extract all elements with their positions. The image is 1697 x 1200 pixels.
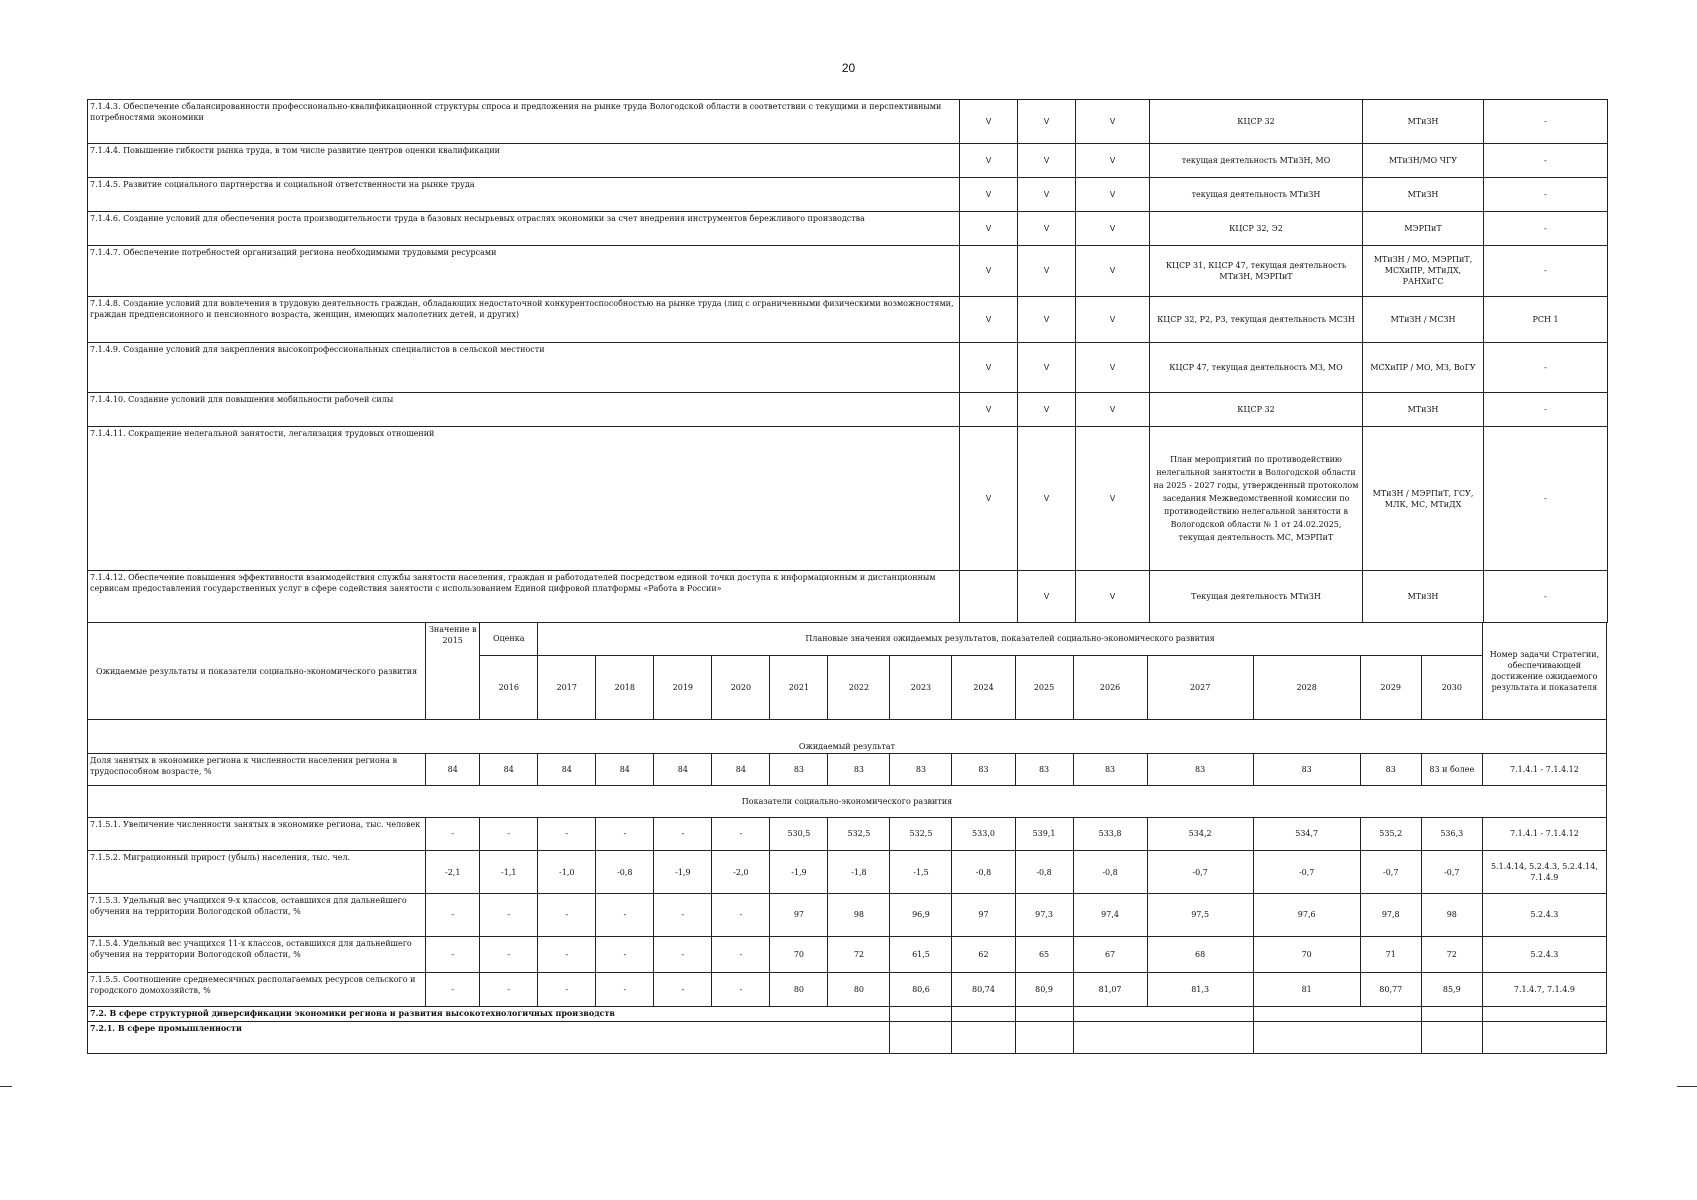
activity-row — [88, 427, 1608, 571]
funding-source: КЦСР 47, текущая деятельность МЗ, МО — [1150, 343, 1363, 393]
indicator-name: 7.1.5.5. Соотношение среднемесячных располагаемых ресурсов сельского и городского домохозяйств, % — [88, 973, 426, 1006]
indicator-name: 7.1.5.3. Удельный вес учащихся 9-х классов, оставшихся для дальнейшего обучения на территории Вологодской области, % — [88, 893, 426, 936]
year-header: 2020 — [712, 655, 770, 719]
indicator-value: 533,0 — [952, 817, 1015, 850]
indicator-value: 532,5 — [828, 817, 890, 850]
stage-3-mark: V — [1076, 246, 1150, 297]
indicator-value: -1,8 — [828, 851, 890, 894]
task-note: - — [1484, 178, 1608, 212]
indicator-value: 98 — [1421, 893, 1482, 936]
year-header: 2022 — [828, 655, 890, 719]
margin-mark-left — [0, 1086, 12, 1087]
indicator-value: - — [426, 817, 480, 850]
indicator-task: 7.1.4.7, 7.1.4.9 — [1482, 973, 1606, 1006]
document-table-area — [87, 99, 1607, 1054]
indicator-value: - — [654, 936, 712, 973]
base-value-header: Значение в 2015 — [426, 623, 480, 720]
year-header: 2025 — [1015, 655, 1073, 719]
indicator-value: 72 — [828, 936, 890, 973]
empty-cell — [890, 1006, 952, 1021]
stage-1-mark: V — [960, 100, 1018, 144]
task-note: - — [1484, 427, 1608, 571]
year-header: 2028 — [1253, 655, 1360, 719]
indicator-value: 84 — [538, 754, 596, 785]
indicator-value: 97 — [770, 893, 828, 936]
year-header: 2019 — [654, 655, 712, 719]
indicator-value: 61,5 — [890, 936, 952, 973]
activity-row — [88, 100, 1608, 144]
activity-name: 7.1.4.8. Создание условий для вовлечения в трудовую деятельность граждан, обладающих недостаточной конкурентоспособностью на рынке труда (лиц с ограниченными физическими возможностями, граждан предпенсионного и пенсионного возраста, женщин, имеющих малолетних детей, и других) — [88, 296, 960, 343]
indicator-value: -1,0 — [538, 851, 596, 894]
stage-2-mark: V — [1018, 393, 1076, 427]
indicator-value: 67 — [1073, 936, 1147, 973]
executor: МСХиПР / МО, МЗ, ВоГУ — [1363, 343, 1484, 393]
indicator-value: 70 — [770, 936, 828, 973]
stage-1-mark: V — [960, 343, 1018, 393]
funding-source: КЦСР 31, КЦСР 47, текущая деятельность МТиЗН, МЭРПиТ — [1150, 246, 1363, 297]
indicator-value: - — [596, 893, 654, 936]
indicator-value: 534,7 — [1253, 817, 1360, 850]
indicator-value: 81,3 — [1147, 973, 1253, 1006]
indicator-task: 5.2.4.3 — [1482, 936, 1606, 973]
indicator-value: -0,8 — [1073, 851, 1147, 894]
indicator-value: 70 — [1253, 936, 1360, 973]
activity-name: 7.1.4.7. Обеспечение потребностей организаций региона необходимыми трудовыми ресурсами — [88, 246, 960, 297]
stage-1-mark: V — [960, 393, 1018, 427]
indicator-value: - — [538, 973, 596, 1006]
indicator-value: 80,9 — [1015, 973, 1073, 1006]
indicator-value: 97,8 — [1360, 893, 1421, 936]
indicator-value: -0,7 — [1147, 851, 1253, 894]
stage-2-mark: V — [1018, 100, 1076, 144]
activity-name: 7.1.4.6. Создание условий для обеспечения роста производительности труда в базовых несырьевых отраслях экономики за счет внедрения инструментов бережливого производства — [88, 212, 960, 246]
sphere-label: 7.2. В сфере структурной диверсификации экономики региона и развития высокотехнологичных производств — [88, 1006, 890, 1021]
indicator-value: 97,3 — [1015, 893, 1073, 936]
year-header: 2018 — [596, 655, 654, 719]
indicator-value: 84 — [596, 754, 654, 785]
indicator-value: 83 — [828, 754, 890, 785]
indicator-value: 97,5 — [1147, 893, 1253, 936]
activity-name: 7.1.4.3. Обеспечение сбалансированности профессионально-квалификационной структуры спроса и предложения на рынке труда Вологодской области в соответствии с текущими и перспективными потребностями экономики — [88, 100, 960, 144]
indicator-value: - — [538, 893, 596, 936]
page-number: 20 — [841, 61, 856, 75]
task-note: - — [1484, 393, 1608, 427]
indicator-value: - — [596, 936, 654, 973]
funding-source: План мероприятий по противодействию нелегальной занятости в Вологодской области на 2025 - 2027 годы, утвержденный протоколом заседания Межведомственной комиссии по противодействию нелегальной занятости в Вологодской области № 1 от 24.02.2025, текущая деятельность МС, МЭРПиТ — [1150, 427, 1363, 571]
stage-3-mark: V — [1076, 343, 1150, 393]
year-header: 2016 — [480, 655, 538, 719]
indicator-value: - — [596, 817, 654, 850]
indicator-value: - — [712, 936, 770, 973]
indicator-value: 96,9 — [890, 893, 952, 936]
indicator-value: -1,1 — [480, 851, 538, 894]
activity-row — [88, 144, 1608, 178]
indicator-value: -1,5 — [890, 851, 952, 894]
activity-name: 7.1.4.4. Повышение гибкости рынка труда, в том числе развитие центров оценки квалификации — [88, 144, 960, 178]
year-header: 2030 — [1421, 655, 1482, 719]
empty-cell — [952, 1021, 1015, 1053]
stage-3-mark: V — [1076, 571, 1150, 623]
indicator-value: - — [426, 936, 480, 973]
task-note: - — [1484, 212, 1608, 246]
indicator-value: 85,9 — [1421, 973, 1482, 1006]
section-title: Ожидаемый результат — [88, 720, 1607, 754]
margin-mark-right — [1677, 1086, 1697, 1087]
indicator-value: -1,9 — [770, 851, 828, 894]
executor: МТиЗН / МЭРПиТ, ГСУ, МЛК, МС, МТиДХ — [1363, 427, 1484, 571]
empty-cell — [1482, 1006, 1606, 1021]
results-table — [87, 623, 1607, 1054]
stage-3-mark: V — [1076, 144, 1150, 178]
funding-source: Текущая деятельность МТиЗН — [1150, 571, 1363, 623]
stage-1-mark: V — [960, 427, 1018, 571]
activity-row — [88, 343, 1608, 393]
activities-table — [87, 99, 1608, 623]
executor: МТиЗН — [1363, 100, 1484, 144]
indicator-value: 83 и более — [1421, 754, 1482, 785]
task-note: РСН 1 — [1484, 296, 1608, 343]
year-header: 2029 — [1360, 655, 1421, 719]
activity-row — [88, 393, 1608, 427]
indicator-value: - — [480, 817, 538, 850]
activity-row — [88, 296, 1608, 343]
indicator-row — [88, 754, 1607, 785]
task-note: - — [1484, 246, 1608, 297]
section-row-expected — [88, 720, 1607, 754]
stage-3-mark: V — [1076, 178, 1150, 212]
funding-source: КЦСР 32 — [1150, 100, 1363, 144]
indicator-value: 532,5 — [890, 817, 952, 850]
estimate-header: Оценка — [480, 623, 538, 655]
indicator-row — [88, 893, 1607, 936]
stage-3-mark: V — [1076, 212, 1150, 246]
activity-row — [88, 571, 1608, 623]
stage-2-mark: V — [1018, 571, 1076, 623]
indicator-value: -1,9 — [654, 851, 712, 894]
year-header: 2024 — [952, 655, 1015, 719]
indicator-value: 83 — [890, 754, 952, 785]
indicator-value: - — [538, 936, 596, 973]
empty-cell — [1015, 1006, 1073, 1021]
indicator-task: 5.2.4.3 — [1482, 893, 1606, 936]
executor: МТиЗН — [1363, 571, 1484, 623]
indicator-value: 80 — [770, 973, 828, 1006]
indicator-value: 80,77 — [1360, 973, 1421, 1006]
executor: МТиЗН / МО, МЭРПиТ, МСХиПР, МТиДХ, РАНХиГС — [1363, 246, 1484, 297]
funding-source: текущая деятельность МТиЗН, МО — [1150, 144, 1363, 178]
indicator-value: 97,6 — [1253, 893, 1360, 936]
stage-2-mark: V — [1018, 212, 1076, 246]
indicator-value: 83 — [1360, 754, 1421, 785]
indicator-value: 97,4 — [1073, 893, 1147, 936]
indicator-value: 84 — [712, 754, 770, 785]
executor: МТиЗН — [1363, 178, 1484, 212]
stage-2-mark: V — [1018, 343, 1076, 393]
indicator-name: 7.1.5.2. Миграционный прирост (убыль) населения, тыс. чел. — [88, 851, 426, 894]
indicator-value: 81,07 — [1073, 973, 1147, 1006]
results-row-label-header: Ожидаемые результаты и показатели социально-экономического развития — [88, 623, 426, 720]
stage-1-mark: V — [960, 296, 1018, 343]
indicator-value: -0,7 — [1421, 851, 1482, 894]
indicator-row — [88, 851, 1607, 894]
section-title: Показатели социально-экономического развития — [88, 785, 1607, 817]
indicator-value: -0,7 — [1360, 851, 1421, 894]
year-header: 2017 — [538, 655, 596, 719]
indicator-name: 7.1.5.1. Увеличение численности занятых в экономике региона, тыс. человек — [88, 817, 426, 850]
empty-cell — [1482, 1021, 1606, 1053]
empty-cell — [1073, 1021, 1253, 1053]
empty-cell — [1253, 1006, 1421, 1021]
funding-source: текущая деятельность МТиЗН — [1150, 178, 1363, 212]
indicator-value: 83 — [952, 754, 1015, 785]
executor: МТиЗН/МО ЧГУ — [1363, 144, 1484, 178]
indicator-value: 80 — [828, 973, 890, 1006]
funding-source: КЦСР 32, Э2 — [1150, 212, 1363, 246]
empty-cell — [1015, 1021, 1073, 1053]
indicator-value: 533,8 — [1073, 817, 1147, 850]
stage-1-mark: V — [960, 144, 1018, 178]
indicator-value: -0,8 — [952, 851, 1015, 894]
indicator-value: -0,8 — [596, 851, 654, 894]
sphere-row — [88, 1021, 1607, 1053]
empty-cell — [1073, 1006, 1253, 1021]
indicator-value: 97 — [952, 893, 1015, 936]
activity-row — [88, 178, 1608, 212]
strategy-task-header: Номер задачи Стратегии, обеспечивающей достижение ожидаемого результата и показателя — [1482, 623, 1606, 720]
indicator-row — [88, 936, 1607, 973]
stage-1-mark: V — [960, 246, 1018, 297]
indicator-value: 98 — [828, 893, 890, 936]
indicator-value: 83 — [770, 754, 828, 785]
results-header-row — [88, 623, 1607, 655]
executor: МЭРПиТ — [1363, 212, 1484, 246]
indicator-value: - — [654, 817, 712, 850]
indicator-value: 65 — [1015, 936, 1073, 973]
executor: МТиЗН / МСЗН — [1363, 296, 1484, 343]
sphere-row — [88, 1006, 1607, 1021]
indicator-value: - — [596, 973, 654, 1006]
activity-name: 7.1.4.12. Обеспечение повышения эффективности взаимодействия службы занятости населения, граждан и работодателей посредством единой точки доступа к информационным и дистанционным сервисам предоставления государственных услуг в сфере содействия занятости с использованием Единой цифровой платформы «Работа в России» — [88, 571, 960, 623]
stage-1-mark — [960, 571, 1018, 623]
task-note: - — [1484, 343, 1608, 393]
indicator-value: 81 — [1253, 973, 1360, 1006]
section-row-indicators — [88, 785, 1607, 817]
indicator-value: -0,7 — [1253, 851, 1360, 894]
indicator-value: -0,8 — [1015, 851, 1073, 894]
indicator-value: - — [426, 893, 480, 936]
indicator-value: 83 — [1253, 754, 1360, 785]
indicator-value: 71 — [1360, 936, 1421, 973]
task-note: - — [1484, 571, 1608, 623]
executor: МТиЗН — [1363, 393, 1484, 427]
funding-source: КЦСР 32, Р2, Р3, текущая деятельность МСЗН — [1150, 296, 1363, 343]
indicator-value: 83 — [1073, 754, 1147, 785]
indicator-value: - — [712, 973, 770, 1006]
empty-cell — [1421, 1006, 1482, 1021]
activity-row — [88, 212, 1608, 246]
indicator-value: - — [426, 973, 480, 1006]
stage-3-mark: V — [1076, 296, 1150, 343]
stage-3-mark: V — [1076, 427, 1150, 571]
indicator-value: 72 — [1421, 936, 1482, 973]
indicator-value: - — [654, 893, 712, 936]
planned-values-header: Плановые значения ожидаемых результатов, показателей социально-экономического развития — [538, 623, 1483, 655]
year-header: 2027 — [1147, 655, 1253, 719]
indicator-value: - — [712, 893, 770, 936]
indicator-value: - — [480, 893, 538, 936]
year-header: 2026 — [1073, 655, 1147, 719]
year-header: 2023 — [890, 655, 952, 719]
indicator-value: 80,74 — [952, 973, 1015, 1006]
indicator-value: - — [654, 973, 712, 1006]
funding-source: КЦСР 32 — [1150, 393, 1363, 427]
indicator-value: 84 — [654, 754, 712, 785]
stage-2-mark: V — [1018, 296, 1076, 343]
indicator-value: 68 — [1147, 936, 1253, 973]
indicator-value: 84 — [426, 754, 480, 785]
indicator-value: 62 — [952, 936, 1015, 973]
activity-row — [88, 246, 1608, 297]
stage-2-mark: V — [1018, 144, 1076, 178]
indicator-value: -2,0 — [712, 851, 770, 894]
indicator-value: - — [480, 973, 538, 1006]
stage-2-mark: V — [1018, 427, 1076, 571]
empty-cell — [1253, 1021, 1421, 1053]
stage-2-mark: V — [1018, 246, 1076, 297]
indicator-name: Доля занятых в экономике региона к численности населения региона в трудоспособном возрасте, % — [88, 754, 426, 785]
indicator-value: -2,1 — [426, 851, 480, 894]
indicator-row — [88, 973, 1607, 1006]
indicator-value: 536,3 — [1421, 817, 1482, 850]
indicator-value: 530,5 — [770, 817, 828, 850]
indicator-value: 539,1 — [1015, 817, 1073, 850]
task-note: - — [1484, 100, 1608, 144]
empty-cell — [1421, 1021, 1482, 1053]
indicator-value: 535,2 — [1360, 817, 1421, 850]
stage-3-mark: V — [1076, 100, 1150, 144]
indicator-name: 7.1.5.4. Удельный вес учащихся 11-х классов, оставшихся для дальнейшего обучения на территории Вологодской области, % — [88, 936, 426, 973]
stage-1-mark: V — [960, 212, 1018, 246]
indicator-value: 534,2 — [1147, 817, 1253, 850]
indicator-value: 83 — [1015, 754, 1073, 785]
empty-cell — [890, 1021, 952, 1053]
stage-2-mark: V — [1018, 178, 1076, 212]
stage-3-mark: V — [1076, 393, 1150, 427]
activity-name: 7.1.4.10. Создание условий для повышения мобильности рабочей силы — [88, 393, 960, 427]
year-header: 2021 — [770, 655, 828, 719]
indicator-value: - — [538, 817, 596, 850]
indicator-task: 7.1.4.1 - 7.1.4.12 — [1482, 754, 1606, 785]
stage-1-mark: V — [960, 178, 1018, 212]
empty-cell — [952, 1006, 1015, 1021]
indicator-task: 7.1.4.1 - 7.1.4.12 — [1482, 817, 1606, 850]
activity-name: 7.1.4.5. Развитие социального партнерства и социальной ответственности на рынке труда — [88, 178, 960, 212]
activity-name: 7.1.4.9. Создание условий для закрепления высокопрофессиональных специалистов в сельской местности — [88, 343, 960, 393]
sphere-label: 7.2.1. В сфере промышленности — [88, 1021, 890, 1053]
indicator-value: - — [480, 936, 538, 973]
indicator-value: 80,6 — [890, 973, 952, 1006]
indicator-task: 5.1.4.14, 5.2.4.3, 5.2.4.14, 7.1.4.9 — [1482, 851, 1606, 894]
indicator-value: 84 — [480, 754, 538, 785]
activity-name: 7.1.4.11. Сокращение нелегальной занятости, легализация трудовых отношений — [88, 427, 960, 571]
indicator-value: - — [712, 817, 770, 850]
indicator-row — [88, 817, 1607, 850]
indicator-value: 83 — [1147, 754, 1253, 785]
task-note: - — [1484, 144, 1608, 178]
